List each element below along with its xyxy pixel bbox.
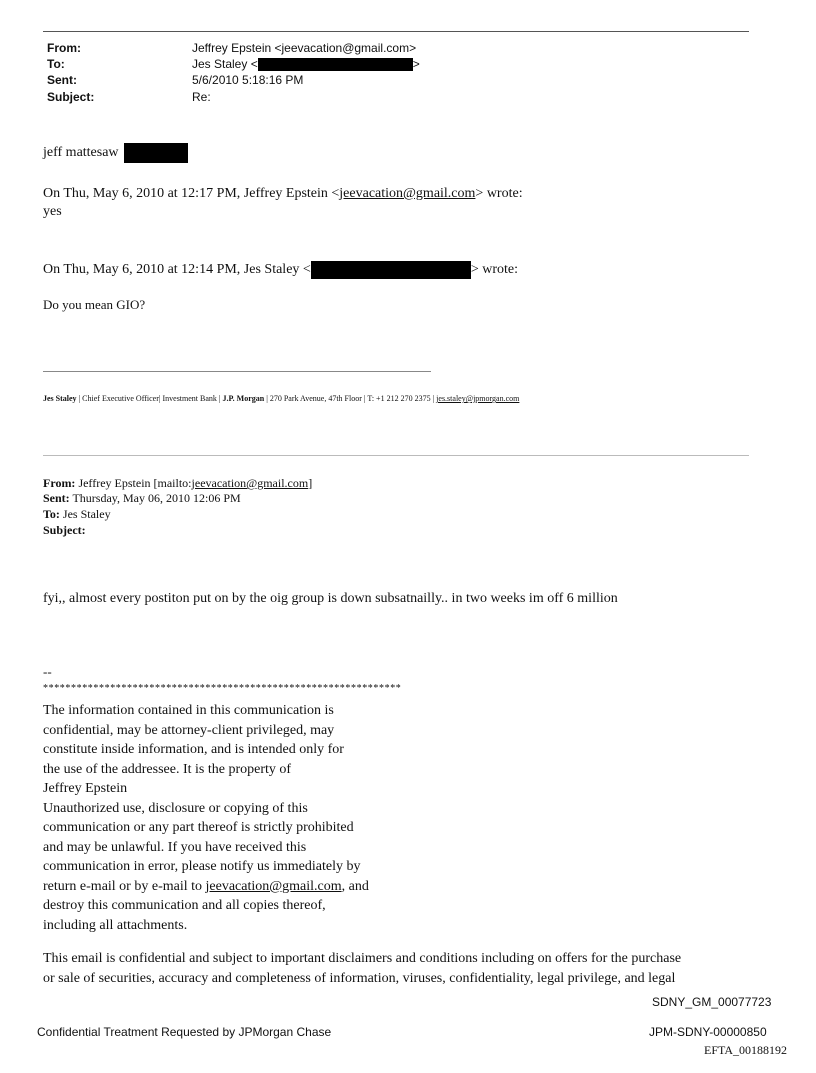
quote2-suffix: > wrote:	[470, 262, 518, 277]
notice-email-link[interactable]: jeevacation@gmail.com	[205, 878, 342, 894]
signature-address: | 270 Park Avenue, 47th Floor | T: +1 212 270 2375 |	[264, 394, 437, 403]
quote1-email-link[interactable]: jeevacation@gmail.com	[339, 186, 476, 201]
original-subject	[43, 523, 86, 537]
signature-email-link[interactable]: jes.staley@jpmorgan.com	[436, 394, 520, 403]
efta-stamp: EFTA_00188192	[704, 1043, 788, 1057]
quote2-body: Do you mean GIO?	[43, 297, 146, 312]
notice-return-prefix: return e-mail or by e-mail to	[43, 878, 206, 894]
redaction-bar	[311, 261, 471, 279]
quote2-attribution	[43, 260, 518, 280]
notice-line	[43, 877, 369, 897]
subject-value: Re:	[192, 90, 211, 104]
sent-value: 5/6/2010 5:18:16 PM	[192, 73, 304, 87]
to-suffix: >	[412, 57, 420, 71]
quote1-attribution	[43, 184, 523, 204]
original-from-label: From:	[43, 476, 76, 490]
footer-stars: ****************************************************************	[43, 683, 402, 694]
original-sent	[43, 491, 241, 505]
notice-line: confidential, may be attorney-client privileged, may	[43, 722, 335, 738]
to-value	[192, 57, 420, 71]
notice-line: The information contained in this communication is	[43, 703, 334, 718]
reply-body: jeff mattesaw	[43, 145, 119, 161]
original-divider	[43, 455, 749, 456]
notice-line: Unauthorized use, disclosure or copying of this	[43, 800, 308, 816]
signature-divider	[43, 371, 431, 372]
original-to-value: Jes Staley	[59, 507, 111, 521]
original-body: fyi,, almost every postiton put on by the oig group is down subsatnailly.. in two weeks im off 6 million	[43, 591, 618, 606]
notice-line: including all attachments.	[43, 917, 188, 933]
notice-return-suffix: , and	[341, 878, 369, 894]
signature-company: J.P. Morgan	[222, 394, 265, 403]
sent-label: Sent:	[47, 73, 77, 87]
footer-dashes: --	[43, 664, 52, 679]
original-from-close: ]	[308, 476, 313, 490]
original-to-label: To:	[43, 507, 60, 521]
original-from	[43, 476, 312, 490]
original-from-email-link[interactable]: jeevacation@gmail.com	[191, 476, 309, 490]
redaction-bar	[124, 143, 188, 163]
to-prefix: Jes Staley <	[192, 57, 258, 71]
original-from-value: Jeffrey Epstein [mailto:	[75, 476, 192, 490]
subject-label: Subject:	[47, 90, 95, 104]
signature-name: Jes Staley	[43, 394, 77, 403]
original-sent-label: Sent:	[43, 491, 70, 505]
quote1-suffix: > wrote:	[475, 186, 523, 201]
original-subject-label: Subject:	[43, 523, 86, 537]
notice-line: the use of the addressee. It is the property of	[43, 761, 292, 777]
signature-title: | Chief Executive Officer| Investment Bank |	[76, 394, 223, 403]
notice-line: destroy this communication and all copies thereof,	[43, 898, 326, 913]
original-to	[43, 507, 111, 521]
disclaimer-line-1: This email is confidential and subject to important disclaimers and conditions including on offers for the purchase	[43, 951, 682, 966]
notice-line: Jeffrey Epstein	[43, 781, 128, 796]
from-value: Jeffrey Epstein <jeevacation@gmail.com>	[192, 41, 417, 55]
notice-line: communication in error, please notify us immediately by	[43, 859, 361, 874]
quote2-prefix: On Thu, May 6, 2010 at 12:14 PM, Jes Staley <	[43, 262, 311, 277]
bates-stamp-gm: SDNY_GM_00077723	[652, 995, 772, 1009]
disclaimer-line-2: or sale of securities, accuracy and completeness of information, viruses, confidentiality, legal privilege, and legal	[43, 971, 676, 986]
bates-stamp-jpm: JPM-SDNY-00000850	[649, 1025, 767, 1039]
original-sent-value: Thursday, May 06, 2010 12:06 PM	[69, 491, 241, 505]
to-label: To:	[47, 57, 65, 71]
reply-text	[43, 143, 188, 163]
signature-line	[43, 394, 519, 404]
from-label: From:	[47, 41, 81, 55]
notice-line: communication or any part thereof is strictly prohibited	[43, 820, 354, 835]
notice-line: constitute inside information, and is intended only for	[43, 742, 344, 757]
confidential-stamp: Confidential Treatment Requested by JPMorgan Chase	[37, 1025, 332, 1039]
quote1-body: yes	[43, 204, 62, 219]
quote1-prefix: On Thu, May 6, 2010 at 12:17 PM, Jeffrey Epstein <	[43, 186, 340, 201]
top-divider	[43, 31, 749, 32]
notice-line: and may be unlawful. If you have received this	[43, 839, 307, 855]
confidentiality-notice	[43, 701, 369, 935]
redaction-bar	[258, 58, 413, 71]
